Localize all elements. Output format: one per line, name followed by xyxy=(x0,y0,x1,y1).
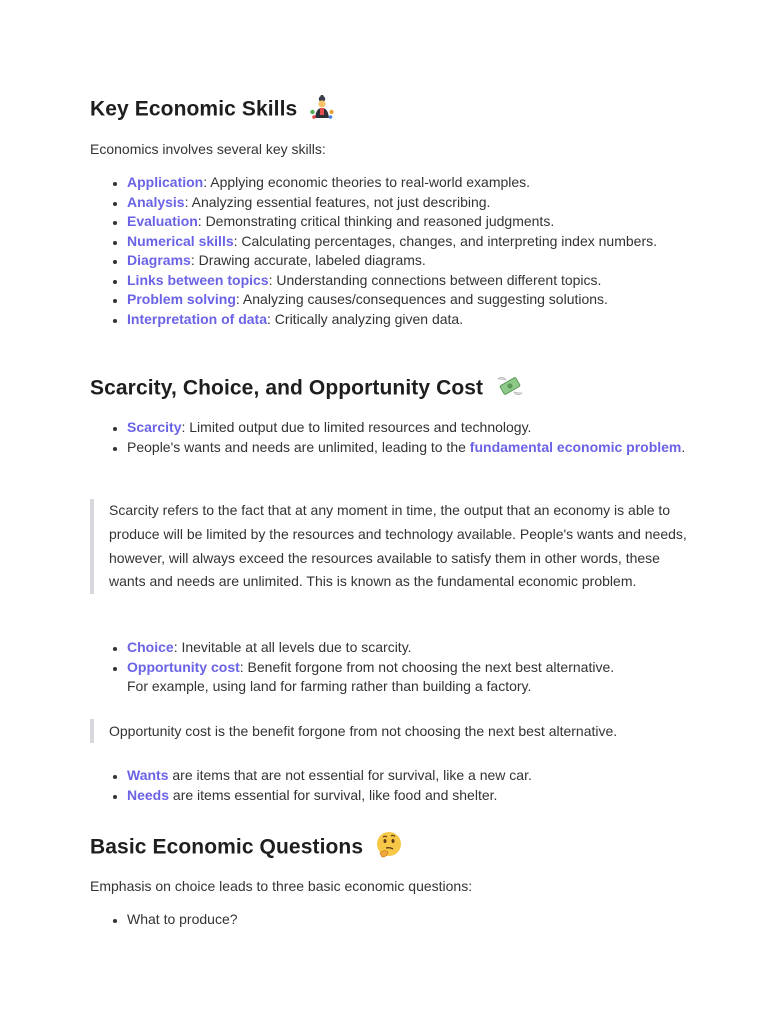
quote-text: Scarcity refers to the fact that at any moment in time, the output that an economy is able to produce will be limited by the resources and technology available. People's wants and needs, however, will always exceed the resources available to satisfy them in other words, these wants and needs are unlimited. This is known as the fundamental economic problem. xyxy=(109,502,687,590)
list-item xyxy=(127,418,690,438)
item-text: : Limited output due to limited resources and technology. xyxy=(181,419,532,435)
term-opportunity-cost: Opportunity cost xyxy=(127,658,240,675)
skills-intro: Economics involves several key skills: xyxy=(90,141,326,157)
item-text: : Inevitable at all levels due to scarcity. xyxy=(173,639,412,655)
heading-scarcity-choice-opportunity-cost xyxy=(90,373,525,405)
item-example: For example, using land for farming rather than building a factory. xyxy=(127,678,532,694)
thinking-face-emoji-icon xyxy=(375,831,403,865)
term-scarcity: Scarcity xyxy=(127,419,182,435)
money-with-wings-emoji-icon xyxy=(495,373,525,405)
heading-text: Scarcity, Choice, and Opportunity Cost xyxy=(90,376,484,400)
item-text: : Calculating percentages, changes, and interpreting index numbers. xyxy=(233,232,657,249)
term-fundamental-economic-problem: fundamental economic problem xyxy=(469,438,682,455)
term-evaluation: Evaluation xyxy=(127,213,198,229)
list-item xyxy=(127,910,690,930)
item-text: What to produce? xyxy=(127,911,238,927)
term-diagrams: Diagrams xyxy=(127,252,191,268)
list-item xyxy=(127,290,690,310)
term-interpretation-of-data: Interpretation of data xyxy=(127,310,268,327)
list-item xyxy=(127,766,690,786)
item-text: : Demonstrating critical thinking and reasoned judgments. xyxy=(197,213,555,229)
term-application: Application xyxy=(127,174,204,190)
questions-list xyxy=(90,910,690,930)
list-item xyxy=(127,271,690,291)
list-item xyxy=(127,251,690,271)
list-item xyxy=(127,658,690,697)
item-text: : Applying economic theories to real-world examples. xyxy=(203,174,531,190)
term-choice: Choice xyxy=(127,639,174,655)
questions-intro: Emphasis on choice leads to three basic economic questions: xyxy=(90,878,473,894)
list-item xyxy=(127,310,690,330)
heading-text: Key Economic Skills xyxy=(90,97,298,121)
quote-opportunity-cost-definition xyxy=(90,719,690,743)
skills-list xyxy=(90,173,690,329)
heading-text: Basic Economic Questions xyxy=(90,835,364,859)
item-text: are items essential for survival, like food and shelter. xyxy=(169,786,498,803)
heading-key-economic-skills xyxy=(90,94,335,126)
item-text: are items that are not essential for survival, like a new car. xyxy=(168,767,532,783)
item-text: : Benefit forgone from not choosing the next best alternative. xyxy=(239,658,615,675)
item-text: : Understanding connections between different topics. xyxy=(268,271,602,288)
list-item xyxy=(127,212,690,232)
scarcity-list xyxy=(90,418,690,457)
list-item xyxy=(127,638,690,658)
heading-basic-economic-questions xyxy=(90,831,403,865)
list-item xyxy=(127,232,690,252)
wants-needs-list xyxy=(90,766,690,805)
juggler-emoji-icon xyxy=(309,94,335,126)
item-text: . xyxy=(681,438,686,455)
item-text: : Critically analyzing given data. xyxy=(267,310,464,327)
quote-text: Opportunity cost is the benefit forgone from not choosing the next best alternative. xyxy=(109,723,618,739)
term-links-between-topics: Links between topics xyxy=(127,271,269,288)
term-problem-solving: Problem solving xyxy=(127,291,236,307)
term-wants: Wants xyxy=(127,767,169,783)
quote-scarcity-definition xyxy=(90,499,690,594)
list-item xyxy=(127,438,690,458)
list-item xyxy=(127,193,690,213)
item-text: : Drawing accurate, labeled diagrams. xyxy=(190,252,426,268)
list-item xyxy=(127,786,690,806)
term-needs: Needs xyxy=(127,786,170,803)
item-text: People's wants and needs are unlimited, leading to the xyxy=(127,438,470,455)
list-item xyxy=(127,173,690,193)
item-text: : Analyzing causes/consequences and suggesting solutions. xyxy=(235,291,608,307)
choice-list xyxy=(90,638,690,697)
item-text: : Analyzing essential features, not just describing. xyxy=(184,193,491,210)
term-numerical-skills: Numerical skills xyxy=(127,232,234,249)
term-analysis: Analysis xyxy=(127,193,185,210)
